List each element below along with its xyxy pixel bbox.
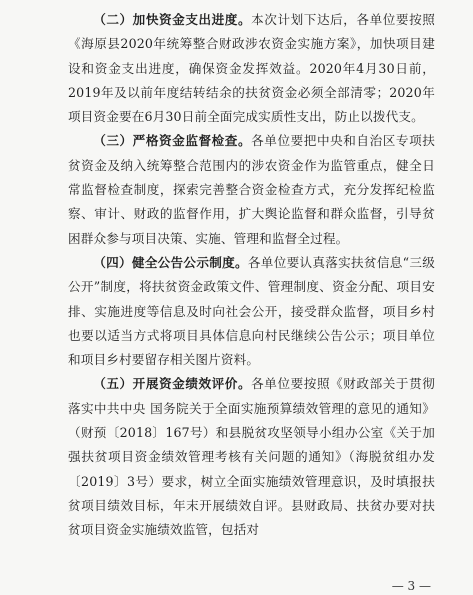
paragraph-heading: （四）健全公告公示制度。 [93, 254, 248, 270]
paragraph-public-notice [68, 251, 435, 372]
paragraph-body: 本次计划下达后，各单位要按照《海原县2020年统筹整合财政涉农资金实施方案》，加快项目建设和资金支出进度，确保资金发挥效益。2020年4月30日前，2019年及以前年度结转结余的扶贫资金必须全部清零；2020年项目资金要在6月30日前全面完成实质性支出，防止以拨代支。 [68, 12, 435, 125]
paragraph-heading: （三）严格资金监督检查。 [93, 133, 252, 149]
paragraph-heading: （五）开展资金绩效评价。 [93, 376, 252, 392]
paragraph-body: 各单位要把中央和自治区专项扶贫资金及纳入统筹整合范围内的涉农资金作为监管重点，健全日常监督检查制度，探索完善整合资金检查方式，充分发挥纪检监察、审计、财政的监督作用，扩大舆论监督和群众监督，引导贫困群众参与项目决策、实施、管理和监督全过程。 [68, 133, 435, 246]
paragraph-speed-up-spending [68, 8, 435, 129]
paragraph-body: 各单位要按照《财政部关于贯彻落实中共中央 国务院关于全面实施预算绩效管理的意见的通知》（财预〔2018〕167号）和县脱贫攻坚领导小组办公室《关于加强扶贫项目资金绩效管理考核有关问题的通知》（海脱贫组办发〔2019〕3号）要求，树立全面实施绩效管理意识，及时填报扶贫项目绩效目标，年末开展绩效自评。县财政局、扶贫办要对扶贫项目资金实施绩效监管，包括对 [68, 376, 435, 538]
paragraph-performance-evaluation [68, 372, 435, 542]
paragraph-supervision [68, 129, 435, 250]
page-number: — 3 — [391, 579, 431, 593]
paragraph-heading: （二）加快资金支出进度。 [93, 12, 252, 27]
paragraph-body: 各单位要认真落实扶贫信息“三级公开”制度，将扶贫资金政策文件、管理制度、资金分配、项目安排、实施进度等信息及时向社会公开，接受群众监督，项目乡村也要以适当方式将项目具体信息向村民继续公告公示；项目单位和项目乡村要留存相关图片资料。 [68, 254, 435, 368]
